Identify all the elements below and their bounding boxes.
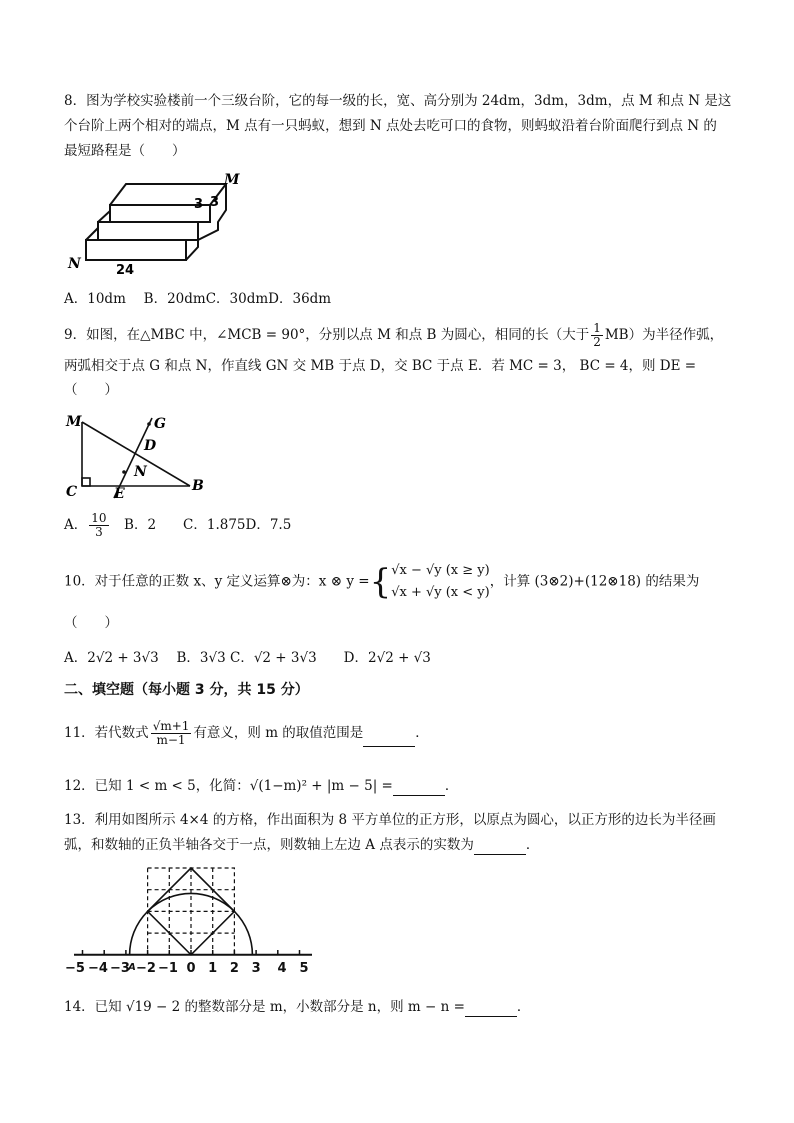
label-24: 24 (116, 263, 135, 278)
q8-line3: 最短路程是（ ） (64, 143, 186, 159)
q12-end: ． (444, 778, 459, 794)
q13-line2-text: 弧，和数轴的正负半轴各交于一点，则数轴上左边 A 点表示的实数为 (64, 837, 474, 853)
q9-triangle-figure (64, 410, 214, 502)
q14-pre: 14．已知 √19 − 2 的整数部分是 m，小数部分是 n，则 m − n = (64, 999, 465, 1015)
tick-label-4: 4 (277, 961, 287, 976)
tick-label-0: 0 (186, 961, 196, 976)
q13-line2 (64, 835, 539, 855)
q13-end: ． (525, 837, 540, 853)
label-m: M (224, 172, 240, 188)
q14-answer-blank[interactable] (465, 1002, 517, 1017)
tick-label-neg1: −1 (158, 961, 178, 976)
q8-line2: 个台阶上两个相对的端点，M 点有一只蚂蚁，想到 N 点处去吃可口的食物，则蚂蚁沿着台阶面爬行到点 N 的 (64, 118, 717, 134)
label-d: D (144, 438, 157, 454)
tick-label-neg4: −4 (88, 961, 108, 976)
tick-label-neg2: −2 (136, 961, 156, 976)
q10-text-b: ，计算 (3⊗2)+(12⊗18) 的结果为 (489, 573, 700, 590)
label-g: G (154, 416, 166, 432)
tick-label-neg5: −5 (65, 961, 85, 976)
step-top-surface (110, 184, 226, 205)
q9-line1-a: 9．如图，在△MBC 中，∠MCB = 90°，分别以点 M 和点 B 为圆心，相同的长（大于 (64, 327, 590, 343)
q13-line1: 13．利用如图所示 4×4 的方格，作出面积为 8 平方单位的正方形，以原点为圆心，以正方形的边长为半径画 (64, 812, 716, 828)
right-angle-mark (82, 478, 90, 486)
q11-line (64, 720, 429, 747)
q9-option-a-label: A． (64, 517, 88, 533)
tick-label-3: 3 (251, 961, 261, 976)
q8-line1: 8．图为学校实验楼前一个三级台阶，它的每一级的长，宽、高分别为 24dm，3dm，3dm，点 M 和点 N 是这 (64, 93, 732, 109)
q12-line (64, 776, 458, 796)
q11-answer-blank[interactable] (363, 732, 415, 747)
label-n: N (68, 256, 81, 272)
label-m: M (66, 414, 82, 430)
q10-options: A．2√2 + 3√3 B．3√3 C．√2 + 3√3 D．2√2 + √3 (64, 650, 431, 666)
tick-label-5: 5 (299, 961, 309, 976)
q12-pre: 12．已知 1 < m < 5，化简：√(1−m)² + |m − 5| = (64, 778, 393, 794)
q9-fraction: $\frac{1}{2}$ (593, 321, 601, 349)
q10-line1: 10．对于任意的正数 x、y 定义运算⊗为：x ⊗ y ={ √x − √y (x ≥ y) √x + √y (x < y) ，计算 (3⊗2)+(12⊗18) 的结果为 (64, 562, 700, 602)
q11-end: ． (415, 725, 429, 741)
q10-text-a: 10．对于任意的正数 x、y 定义运算⊗为：x ⊗ y = (64, 573, 370, 590)
q8-stairs-figure (64, 170, 254, 280)
label-c: C (66, 484, 78, 500)
q9-option-a-fraction: $\frac{10}{3}$ (91, 511, 107, 539)
q13-numberline-figure (64, 862, 324, 980)
label-n: N (134, 464, 147, 480)
q8-options: A．10dm B．20dmC．30dmD．36dm (64, 291, 332, 307)
label-e: E (114, 486, 125, 502)
q11-pre: 11．若代数式 (64, 725, 149, 741)
tick-label-neg3: −3 (110, 961, 130, 976)
label-3b: 3 (210, 195, 220, 210)
tick-label-1: 1 (208, 961, 218, 976)
q9-line1 (64, 322, 723, 349)
q10-line2: （ ） (64, 615, 118, 631)
q9-line1-b: MB）为半径作弧， (604, 327, 724, 343)
label-b: B (192, 478, 204, 494)
q14-line (64, 997, 530, 1017)
q14-end: ． (516, 999, 531, 1015)
q9-options (64, 512, 291, 539)
q10-cases: √x − √y (x ≥ y) √x + √y (x < y) (391, 563, 490, 600)
q13-answer-blank[interactable] (474, 840, 526, 855)
q11-fraction: $\frac{√m+1}{m-1}$ (152, 719, 190, 747)
q9-options-rest: B．2 C．1.875D．7.5 (110, 517, 292, 533)
section-fill-in: 二、填空题（每小题 3 分，共 15 分） (64, 682, 309, 698)
q12-answer-blank[interactable] (393, 781, 445, 796)
q11-post: 有意义，则 m 的取值范围是 (193, 725, 364, 741)
q9-line3: （ ） (64, 382, 118, 398)
step-1 (86, 240, 186, 260)
tick-label-2: 2 (229, 961, 239, 976)
q9-line2: 两弧相交于点 G 和点 N，作直线 GN 交 MB 于点 D，交 BC 于点 E．若 MC = 3， BC = 4，则 DE = (64, 358, 697, 374)
step-2 (98, 222, 198, 240)
label-3a: 3 (194, 197, 204, 212)
tick-label-a: A (128, 962, 136, 973)
